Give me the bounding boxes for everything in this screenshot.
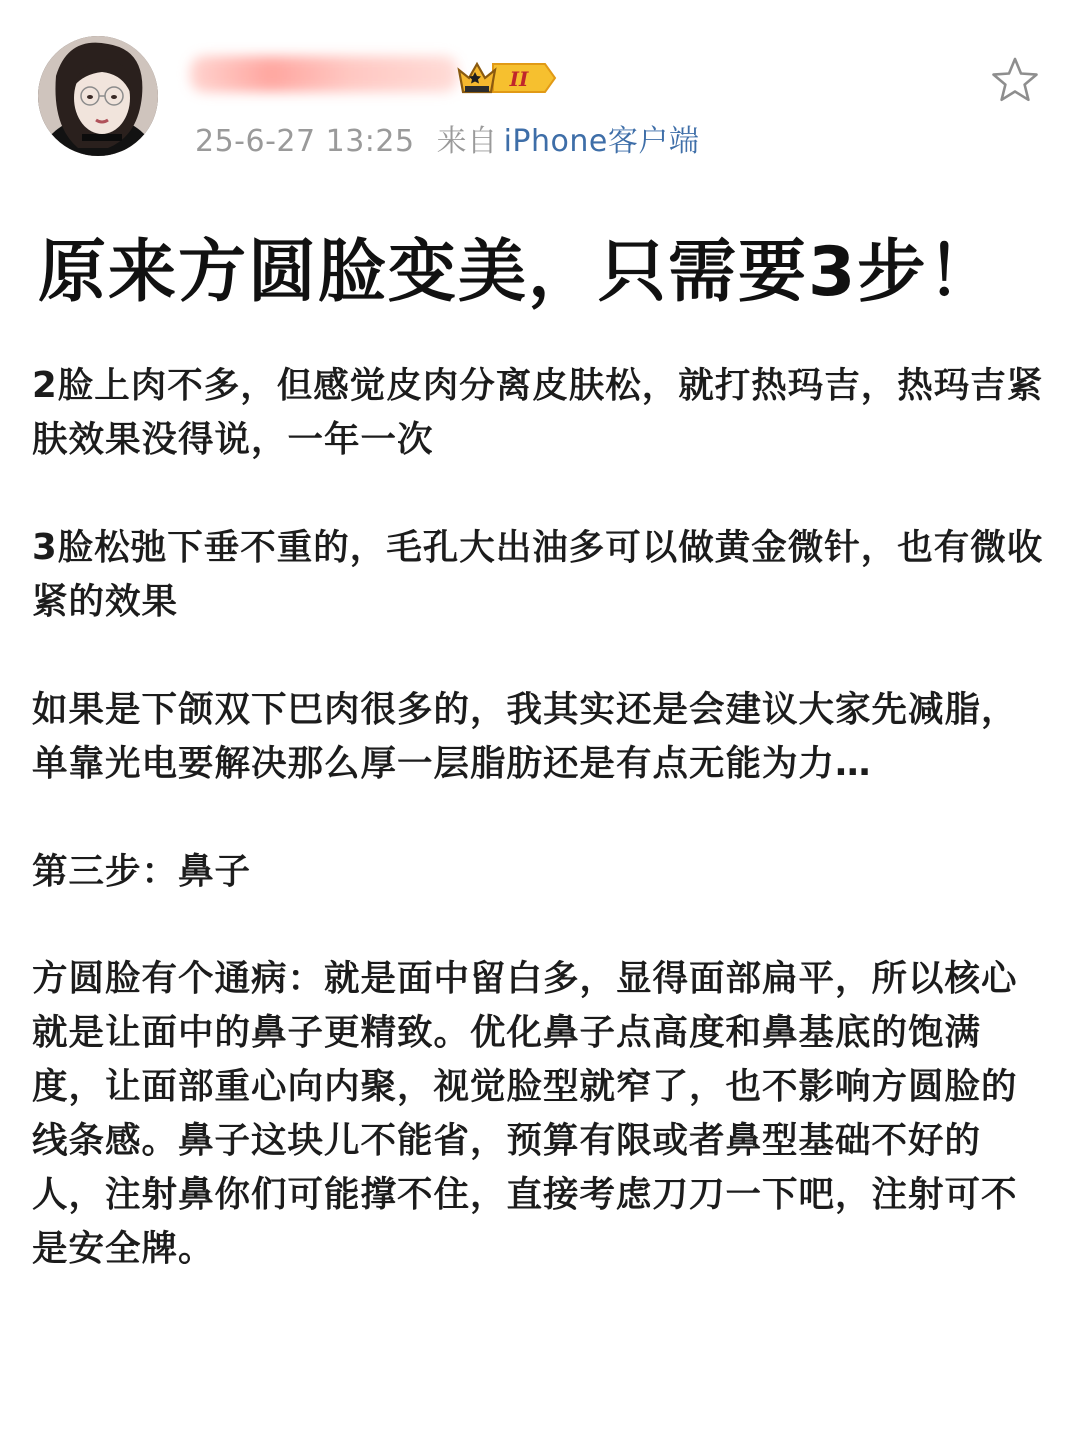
paragraph-step2-thermage: 2脸上肉不多，但感觉皮肉分离皮肤松，就打热玛吉，热玛吉紧肤效果没得说，一年一次	[32, 365, 1044, 460]
avatar-image	[38, 36, 158, 156]
badge-level-text: II	[509, 67, 529, 91]
paragraph-nose-advice: 方圆脸有个通病：就是面中留白多，显得面部扁平，所以核心就是让面中的鼻子更精致。优化鼻子点高度和鼻基底的饱满度，让面部重心向内聚，视觉脸型就窄了，也不影响方圆脸的线条感。鼻子这块儿不能省，预算有限或者鼻型基础不好的人，注射鼻你们可能撑不住，直接考虑刀刀一下吧，注射可不是安全牌。	[32, 958, 1018, 1269]
paragraph-step2-microneedle: 3脸松弛下垂不重的，毛孔大出油多可以做黄金微针，也有微收紧的效果	[32, 527, 1044, 622]
post-meta	[195, 116, 699, 160]
crown-badge-icon	[457, 58, 557, 98]
post-source-client[interactable]: iPhone客户端	[503, 124, 700, 159]
post-source-prefix: 来自	[436, 124, 498, 159]
user-avatar[interactable]	[38, 36, 158, 156]
post-header	[0, 0, 1080, 170]
favorite-button[interactable]	[990, 56, 1040, 104]
post-timestamp: 25-6-27 13:25	[195, 124, 415, 159]
paragraph-step3-heading: 第三步：鼻子	[32, 851, 252, 892]
vip-badge	[457, 58, 557, 98]
username-blurred[interactable]	[190, 56, 458, 92]
paragraph-jawline-fat: 如果是下颌双下巴肉很多的，我其实还是会建议大家先减脂，单靠光电要解决那么厚一层脂肪还是有点无能为力…	[32, 689, 1018, 784]
star-outline-icon	[990, 56, 1040, 104]
article-title: 原来方圆脸变美，只需要3步！	[38, 233, 998, 312]
